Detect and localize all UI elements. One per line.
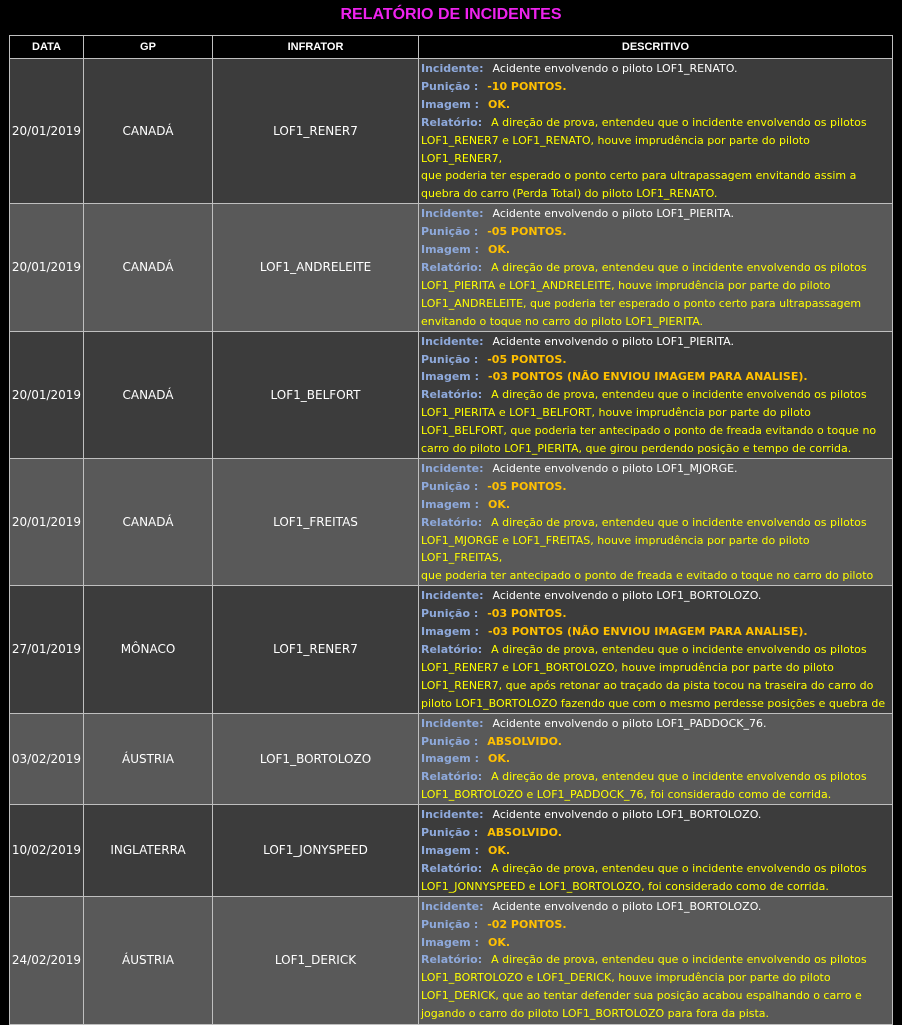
cell-date: 20/01/2019 <box>10 59 84 204</box>
label-relatorio: Relatório: <box>421 953 483 967</box>
punicao-text: ABSOLVIDO. <box>487 826 562 840</box>
punicao-text: -05 PONTOS. <box>487 479 567 493</box>
cell-date: 20/01/2019 <box>10 204 84 331</box>
label-imagem: Imagem : <box>421 97 480 111</box>
relatorio-line: A direção de prova, entendeu que o incidente envolvendo os pilotos <box>491 770 867 784</box>
cell-date: 03/02/2019 <box>10 713 84 805</box>
header-data: DATA <box>10 36 84 59</box>
incident-table <box>9 35 893 1025</box>
cell-gp: ÁUSTRIA <box>84 713 213 805</box>
cell-gp: ÁUSTRIA <box>84 896 213 1024</box>
punicao-text: ABSOLVIDO. <box>487 734 562 748</box>
header-row <box>10 36 893 59</box>
label-imagem: Imagem : <box>421 625 480 639</box>
cell-descritivo <box>419 713 893 805</box>
cell-infrator: LOF1_RENER7 <box>213 59 419 204</box>
punicao-text: -10 PONTOS. <box>487 79 567 93</box>
table-row <box>10 59 893 204</box>
relatorio-line: A direção de prova, entendeu que o incidente envolvendo os pilotos <box>491 953 867 967</box>
punicao-text: -03 PONTOS. <box>487 607 567 621</box>
relatorio-line: LOF1_RENER7, que após retonar ao traçado da pista tocou na traseira do carro do <box>421 678 874 692</box>
relatorio-line: jogando o carro do piloto LOF1_BORTOLOZO para fora da pista. <box>421 1007 770 1021</box>
relatorio-line: A direção de prova, entendeu que o incidente envolvendo os pilotos <box>491 643 867 656</box>
label-punicao: Punição : <box>421 479 479 493</box>
label-punicao: Punição : <box>421 826 479 840</box>
imagem-text: OK. <box>488 243 511 257</box>
label-punicao: Punição : <box>421 352 479 366</box>
incidente-text: Acidente envolvendo o piloto LOF1_MJORGE. <box>492 461 738 475</box>
relatorio-line: A direção de prova, entendeu que o incidente envolvendo os pilotos <box>491 115 867 129</box>
cell-date: 10/02/2019 <box>10 805 84 897</box>
cell-gp: INGLATERRA <box>84 805 213 897</box>
label-punicao: Punição : <box>421 734 479 748</box>
punicao-text: -02 PONTOS. <box>487 917 567 931</box>
relatorio-line: LOF1_JONNYSPEED e LOF1_BORTOLOZO, foi considerado como de corrida. <box>421 879 829 893</box>
cell-gp: CANADÁ <box>84 59 213 204</box>
incidente-text: Acidente envolvendo o piloto LOF1_BORTOLOZO. <box>492 808 762 822</box>
label-punicao: Punição : <box>421 607 479 621</box>
punicao-text: -05 PONTOS. <box>487 352 567 366</box>
cell-infrator: LOF1_ANDRELEITE <box>213 204 419 331</box>
label-relatorio: Relatório: <box>421 770 483 784</box>
imagem-text: OK. <box>488 497 511 511</box>
label-incidente: Incidente: <box>421 207 484 221</box>
label-punicao: Punição : <box>421 917 479 931</box>
relatorio-line: envitando o toque no carro do piloto LOF1_PIERITA. <box>421 314 704 328</box>
relatorio-line: LOF1_PIERITA e LOF1_BELFORT, houve imprudência por parte do piloto <box>421 406 811 420</box>
relatorio-line: LOF1_MJORGE e LOF1_FREITAS, houve imprudência por parte do piloto LOF1_FREITAS, <box>421 533 810 565</box>
table-row <box>10 331 893 458</box>
label-incidente: Incidente: <box>421 589 484 603</box>
relatorio-line: que poderia ter esperado o ponto certo para ultrapassagem envitando assim a <box>421 169 857 183</box>
label-incidente: Incidente: <box>421 62 484 75</box>
table-row <box>10 458 893 585</box>
incidente-text: Acidente envolvendo o piloto LOF1_BORTOLOZO. <box>492 589 762 603</box>
cell-descritivo <box>419 896 893 1024</box>
label-relatorio: Relatório: <box>421 115 483 129</box>
relatorio-line: piloto LOF1_BORTOLOZO fazendo que com o mesmo perdesse posições e quebra de <box>421 696 886 710</box>
incidente-text: Acidente envolvendo o piloto LOF1_PIERITA. <box>492 334 734 348</box>
cell-descritivo <box>419 331 893 458</box>
cell-infrator: LOF1_JONYSPEED <box>213 805 419 897</box>
header-gp: GP <box>84 36 213 59</box>
incidente-text: Acidente envolvendo o piloto LOF1_PADDOCK_76. <box>492 716 767 730</box>
label-incidente: Incidente: <box>421 716 484 730</box>
cell-infrator: LOF1_FREITAS <box>213 458 419 585</box>
label-relatorio: Relatório: <box>421 515 483 529</box>
cell-infrator: LOF1_BORTOLOZO <box>213 713 419 805</box>
relatorio-line: que poderia ter antecipado o ponto de freada e evitado o toque no carro do piloto <box>421 569 874 583</box>
imagem-text: OK. <box>488 843 511 857</box>
cell-descritivo <box>419 59 893 204</box>
table-row <box>10 713 893 805</box>
label-imagem: Imagem : <box>421 752 480 766</box>
imagem-text: OK. <box>488 97 511 111</box>
label-imagem: Imagem : <box>421 935 480 949</box>
table-row <box>10 896 893 1024</box>
relatorio-line: quebra do carro (Perda Total) do piloto LOF1_RENATO. <box>421 187 718 201</box>
label-imagem: Imagem : <box>421 243 480 257</box>
label-incidente: Incidente: <box>421 899 484 913</box>
relatorio-line: LOF1_BORTOLOZO e LOF1_DERICK, houve imprudência por parte do piloto <box>421 971 831 985</box>
label-relatorio: Relatório: <box>421 643 483 656</box>
imagem-text: OK. <box>488 935 511 949</box>
label-incidente: Incidente: <box>421 461 484 475</box>
relatorio-line: LOF1_RENER7 e LOF1_BORTOLOZO, houve imprudência por parte do piloto <box>421 660 834 674</box>
label-punicao: Punição : <box>421 225 479 239</box>
cell-date: 24/02/2019 <box>10 896 84 1024</box>
relatorio-line: A direção de prova, entendeu que o incidente envolvendo os pilotos <box>491 388 867 402</box>
relatorio-line: LOF1_BELFORT, que poderia ter antecipado o ponto de freada evitando o toque no <box>421 424 877 438</box>
table-row <box>10 204 893 331</box>
label-imagem: Imagem : <box>421 843 480 857</box>
relatorio-line: A direção de prova, entendeu que o incidente envolvendo os pilotos <box>491 260 867 274</box>
imagem-text: -03 PONTOS (NÃO ENVIOU IMAGEM PARA ANALISE). <box>488 625 808 639</box>
table-row <box>10 805 893 897</box>
label-punicao: Punição : <box>421 79 479 93</box>
cell-descritivo <box>419 586 893 713</box>
cell-gp: CANADÁ <box>84 331 213 458</box>
cell-descritivo <box>419 805 893 897</box>
relatorio-line: LOF1_ANDRELEITE, que poderia ter esperado o ponto certo para ultrapassagem <box>421 296 862 310</box>
punicao-text: -05 PONTOS. <box>487 225 567 239</box>
cell-gp: CANADÁ <box>84 204 213 331</box>
incidente-text: Acidente envolvendo o piloto LOF1_RENATO. <box>492 62 738 75</box>
cell-descritivo <box>419 458 893 585</box>
cell-date: 20/01/2019 <box>10 458 84 585</box>
incidente-text: Acidente envolvendo o piloto LOF1_BORTOLOZO. <box>492 899 762 913</box>
cell-date: 27/01/2019 <box>10 586 84 713</box>
header-infrator: INFRATOR <box>213 36 419 59</box>
cell-gp: MÔNACO <box>84 586 213 713</box>
cell-infrator: LOF1_DERICK <box>213 896 419 1024</box>
label-relatorio: Relatório: <box>421 388 483 402</box>
cell-descritivo <box>419 204 893 331</box>
report-title: RELATÓRIO DE INCIDENTES <box>340 6 562 23</box>
label-imagem: Imagem : <box>421 370 480 384</box>
label-relatorio: Relatório: <box>421 861 483 875</box>
relatorio-line: carro do piloto LOF1_PIERITA, que girou perdendo posição e tempo de corrida. <box>421 442 852 456</box>
relatorio-line: LOF1_DERICK, que ao tentar defender sua posição acabou espalhando o carro e <box>421 989 862 1003</box>
relatorio-line: LOF1_RENER7 e LOF1_RENATO, houve imprudência por parte do piloto LOF1_RENER7, <box>421 133 810 165</box>
relatorio-line: LOF1_PIERITA e LOF1_ANDRELEITE, houve imprudência por parte do piloto <box>421 278 831 292</box>
label-incidente: Incidente: <box>421 334 484 348</box>
table-row <box>10 586 893 713</box>
label-imagem: Imagem : <box>421 497 480 511</box>
cell-date: 20/01/2019 <box>10 331 84 458</box>
label-incidente: Incidente: <box>421 808 484 822</box>
imagem-text: -03 PONTOS (NÃO ENVIOU IMAGEM PARA ANALISE). <box>488 370 808 384</box>
cell-infrator: LOF1_BELFORT <box>213 331 419 458</box>
relatorio-line: LOF1_BORTOLOZO e LOF1_PADDOCK_76, foi considerado como de corrida. <box>421 788 832 802</box>
imagem-text: OK. <box>488 752 511 766</box>
cell-infrator: LOF1_RENER7 <box>213 586 419 713</box>
relatorio-line: A direção de prova, entendeu que o incidente envolvendo os pilotos <box>491 861 867 875</box>
relatorio-line: A direção de prova, entendeu que o incidente envolvendo os pilotos <box>491 515 867 529</box>
header-descritivo: DESCRITIVO <box>419 36 893 59</box>
incidente-text: Acidente envolvendo o piloto LOF1_PIERITA. <box>492 207 734 221</box>
label-relatorio: Relatório: <box>421 260 483 274</box>
cell-gp: CANADÁ <box>84 458 213 585</box>
